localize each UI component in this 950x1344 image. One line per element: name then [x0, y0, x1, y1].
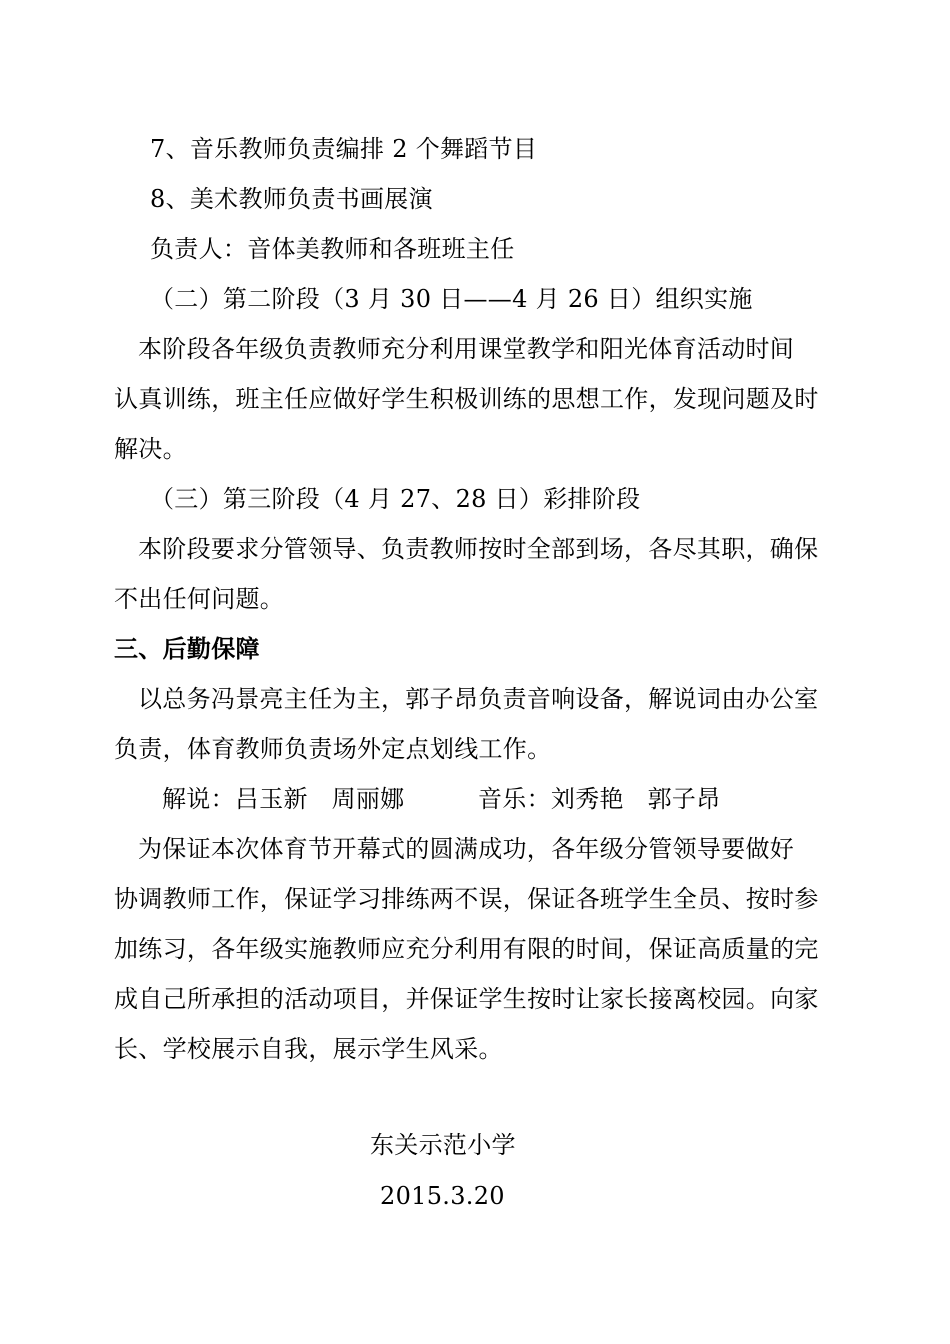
stage3-heading: （三）第三阶段（4 月 27、28 日）彩排阶段 [150, 485, 641, 513]
responsible-person-line: 负责人：音体美教师和各班班主任 [150, 235, 515, 263]
stage2-heading: （二）第二阶段（3 月 30 日——4 月 26 日）组织实施 [150, 285, 753, 313]
closing-body-line: 为保证本次体育节开幕式的圆满成功，各年级分管领导要做好 [138, 835, 795, 863]
list-item-8: 8、美术教师负责书画展演 [150, 185, 433, 213]
closing-body-line: 成自己所承担的活动项目，并保证学生按时让家长接离校园。向家 [114, 985, 819, 1013]
signature-date: 2015.3.20 [380, 1182, 505, 1210]
closing-body-line: 协调教师工作，保证学习排练两不误，保证各班学生全员、按时参 [114, 885, 819, 913]
stage3-body-line: 不出任何问题。 [114, 585, 285, 613]
logistics-body-line: 负责，体育教师负责场外定点划线工作。 [114, 735, 552, 763]
closing-body-line: 长、学校展示自我，展示学生风采。 [114, 1035, 503, 1063]
signature-school: 东关示范小学 [370, 1131, 516, 1159]
commentary-line: 解说：吕玉新 周丽娜 [162, 785, 405, 813]
music-line: 音乐：刘秀艳 郭子昂 [478, 785, 721, 813]
stage2-body-line: 认真训练，班主任应做好学生积极训练的思想工作，发现问题及时 [114, 385, 819, 413]
stage3-body-line: 本阶段要求分管领导、负责教师按时全部到场，各尽其职，确保 [138, 535, 819, 563]
stage2-body-line: 解决。 [114, 435, 187, 463]
list-item-7: 7、音乐教师负责编排 2 个舞蹈节目 [150, 135, 538, 163]
closing-body-line: 加练习，各年级实施教师应充分利用有限的时间，保证高质量的完 [114, 935, 819, 963]
logistics-body-line: 以总务冯景亮主任为主，郭子昂负责音响设备，解说词由办公室 [138, 685, 819, 713]
stage2-body-line: 本阶段各年级负责教师充分利用课堂教学和阳光体育活动时间 [138, 335, 795, 363]
section3-heading: 三、后勤保障 [114, 634, 260, 663]
